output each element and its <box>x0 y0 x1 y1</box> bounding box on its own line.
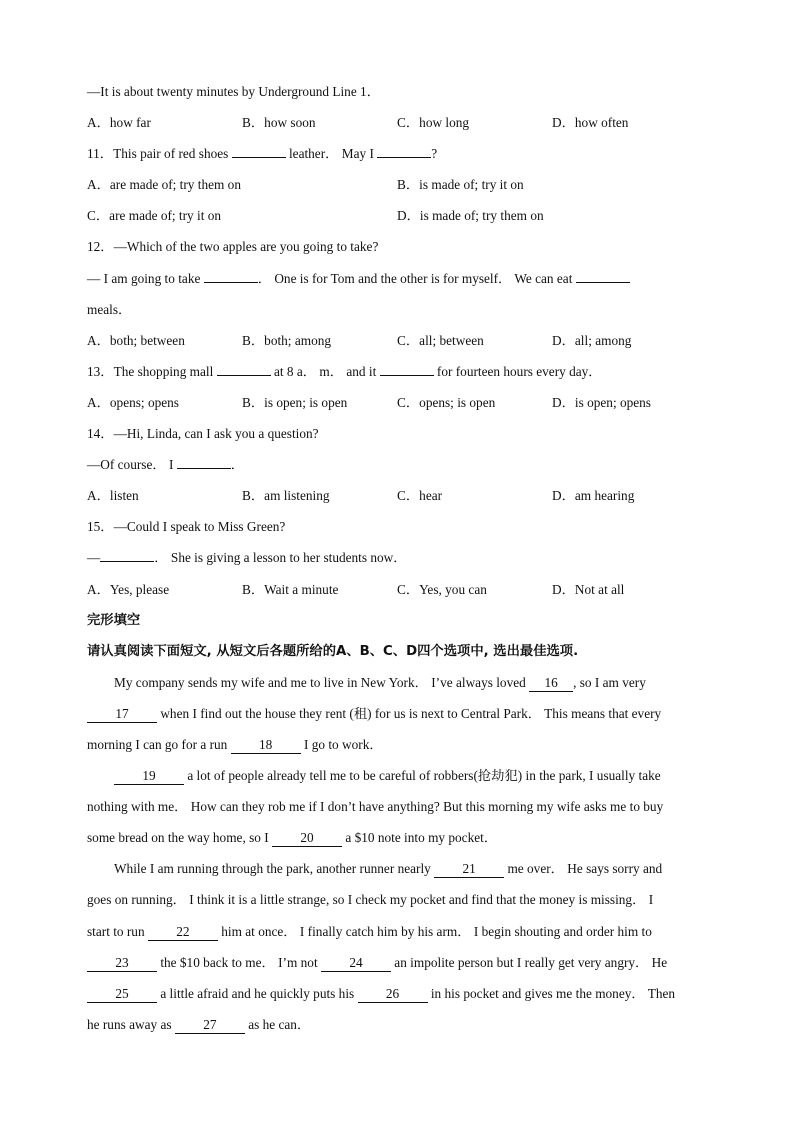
q11-option-b[interactable]: B．is made of; try it on <box>397 177 524 193</box>
q12-option-a[interactable]: A．both; between <box>87 332 185 348</box>
section-title: 完形填空 <box>87 612 141 628</box>
q11-option-d[interactable]: D．is made of; try them on <box>397 208 544 224</box>
q14-text-2: ． <box>230 457 245 473</box>
cloze-text: me over． He says sorry and <box>507 861 663 877</box>
cloze-p1-line1 <box>87 667 707 698</box>
cloze-blank-27: 27 <box>175 1018 245 1034</box>
cloze-p2-line1 <box>87 760 707 791</box>
cloze-blank-19: 19 <box>114 769 184 785</box>
cloze-text: a little afraid and he quickly puts his <box>160 985 355 1001</box>
q14-option-b[interactable]: B．am listening <box>242 488 330 504</box>
q11-options-row2 <box>87 200 707 231</box>
q10-option-c[interactable]: C．how long <box>397 115 470 131</box>
q13-option-d[interactable]: D．is open; opens <box>552 394 651 410</box>
q12-option-d[interactable]: D．all; among <box>552 332 632 348</box>
q14-answer-line <box>87 449 707 480</box>
cloze-text: a $10 note into my pocket． <box>345 830 498 846</box>
cloze-text: , so I am very <box>573 674 646 690</box>
q15-question: 15．—Could I speak to Miss Green? <box>87 519 286 535</box>
q10-option-a[interactable]: A．how far <box>87 115 151 131</box>
q15-option-b[interactable]: B．Wait a minute <box>242 581 339 597</box>
cloze-text: While I am running through the park, another runner nearly <box>114 861 431 877</box>
q15-option-d[interactable]: D．Not at all <box>552 581 625 597</box>
q14-blank <box>177 454 231 469</box>
q11-blank-1 <box>232 143 286 158</box>
q10-option-d[interactable]: D．how often <box>552 115 629 131</box>
cloze-blank-22: 22 <box>148 925 218 941</box>
cloze-text: him at once． I finally catch him by his arm． I begin shouting and order him to <box>221 923 652 939</box>
cloze-blank-26: 26 <box>358 987 428 1003</box>
q11-question <box>87 138 707 169</box>
q11-options-row1 <box>87 169 707 200</box>
cloze-p3-line4 <box>87 947 707 978</box>
q15-text-2: ． She is giving a lesson to her students now． <box>154 550 407 566</box>
cloze-text: My company sends my wife and me to live in New York． I’ve always loved <box>114 674 526 690</box>
q13-option-c[interactable]: C．opens; is open <box>397 394 496 410</box>
cloze-p3-line6 <box>87 1009 707 1040</box>
q12-option-b[interactable]: B．both; among <box>242 332 332 348</box>
q12-question: 12．—Which of the two apples are you going to take? <box>87 239 379 255</box>
cloze-p2-line3 <box>87 822 707 853</box>
q15-text-1: — <box>87 550 101 566</box>
q13-options <box>87 387 707 418</box>
q12-answer-line-2: meals． <box>87 301 132 317</box>
q13-option-a[interactable]: A．opens; opens <box>87 394 179 410</box>
cloze-blank-23: 23 <box>87 956 157 972</box>
q14-option-c[interactable]: C．hear <box>397 488 443 504</box>
cloze-blank-17: 17 <box>87 707 157 723</box>
cloze-p1-line3 <box>87 729 707 760</box>
cloze-blank-18: 18 <box>231 738 301 754</box>
q13-option-b[interactable]: B．is open; is open <box>242 394 348 410</box>
q12-blank-2 <box>576 268 630 283</box>
cloze-text: morning I can go for a run <box>87 736 228 752</box>
q11-blank-2 <box>377 143 431 158</box>
q14-options <box>87 480 707 511</box>
q12-blank-1 <box>204 268 258 283</box>
q10-option-b[interactable]: B．how soon <box>242 115 316 131</box>
q11-option-a[interactable]: A．are made of; try them on <box>87 177 241 193</box>
q10-options <box>87 107 707 138</box>
q15-answer-line <box>87 542 707 573</box>
cloze-p3-line3 <box>87 916 707 947</box>
cloze-text: I go to work． <box>303 736 383 752</box>
q10-answer-line: —It is about twenty minutes by Underground Line 1． <box>87 84 380 99</box>
cloze-text: he runs away as <box>87 1016 172 1032</box>
cloze-blank-16: 16 <box>529 676 573 692</box>
cloze-text: some bread on the way home, so I <box>87 830 269 846</box>
cloze-blank-20: 20 <box>272 831 342 847</box>
q12-text-2: ． One is for Tom and the other is for myself． We can eat <box>257 270 573 286</box>
q12-option-c[interactable]: C．all; between <box>397 332 484 348</box>
cloze-text: a lot of people already tell me to be careful of robbers(抢劫犯) in the park, I usually take <box>187 768 661 784</box>
q11-option-c[interactable]: C．are made of; try it on <box>87 208 222 224</box>
cloze-p1-line2 <box>87 698 707 729</box>
q13-question <box>87 356 707 387</box>
section-instruction: 请认真阅读下面短文, 从短文后各题所给的A、B、C、D四个选项中, 选出最佳选项. <box>87 643 579 659</box>
cloze-p3-line1 <box>87 853 707 884</box>
cloze-blank-24: 24 <box>321 956 391 972</box>
q11-text-3: ? <box>431 146 438 162</box>
cloze-blank-21: 21 <box>434 862 504 878</box>
q15-options <box>87 574 707 605</box>
q12-answer-line <box>87 263 707 294</box>
q12-options <box>87 325 707 356</box>
cloze-text: in his pocket and gives me the money． Then <box>430 985 676 1001</box>
q14-text-1: —Of course． I <box>87 457 174 473</box>
q12-text-1: — I am going to take <box>87 270 201 286</box>
cloze-text: an impolite person but I really get very angry． He <box>394 954 668 970</box>
cloze-p3-line5 <box>87 978 707 1009</box>
q13-text-3: for fourteen hours every day． <box>436 363 602 379</box>
cloze-p3-line2: goes on running． I think it is a little strange, so I check my pocket and find that the money is missing． I <box>87 892 654 908</box>
q11-text-2: leather． May I <box>288 146 374 162</box>
cloze-text: the $10 back to me． I’m not <box>160 954 318 970</box>
q14-question: 14．—Hi, Linda, can I ask you a question? <box>87 426 319 442</box>
cloze-blank-25: 25 <box>87 987 157 1003</box>
q15-option-c[interactable]: C．Yes, you can <box>397 581 487 597</box>
q13-text-2: at 8 a． m． and it <box>273 363 377 379</box>
cloze-text: start to run <box>87 923 145 939</box>
q14-option-d[interactable]: D．am hearing <box>552 488 635 504</box>
q14-option-a[interactable]: A．listen <box>87 488 139 504</box>
cloze-p2-line2: nothing with me． How can they rob me if I don’t have anything? But this morning my wife asks me to buy <box>87 799 664 815</box>
cloze-text: when I find out the house they rent (租) for us is next to Central Park． This means that every <box>160 705 662 721</box>
q15-option-a[interactable]: A．Yes, please <box>87 581 170 597</box>
q13-text-1: 13．The shopping mall <box>87 363 214 379</box>
q15-blank <box>100 547 154 562</box>
cloze-text: as he can． <box>248 1016 311 1032</box>
q11-text-1: 11．This pair of red shoes <box>87 146 229 162</box>
q13-blank-2 <box>380 361 434 376</box>
q13-blank-1 <box>217 361 271 376</box>
exam-page <box>87 76 707 1040</box>
